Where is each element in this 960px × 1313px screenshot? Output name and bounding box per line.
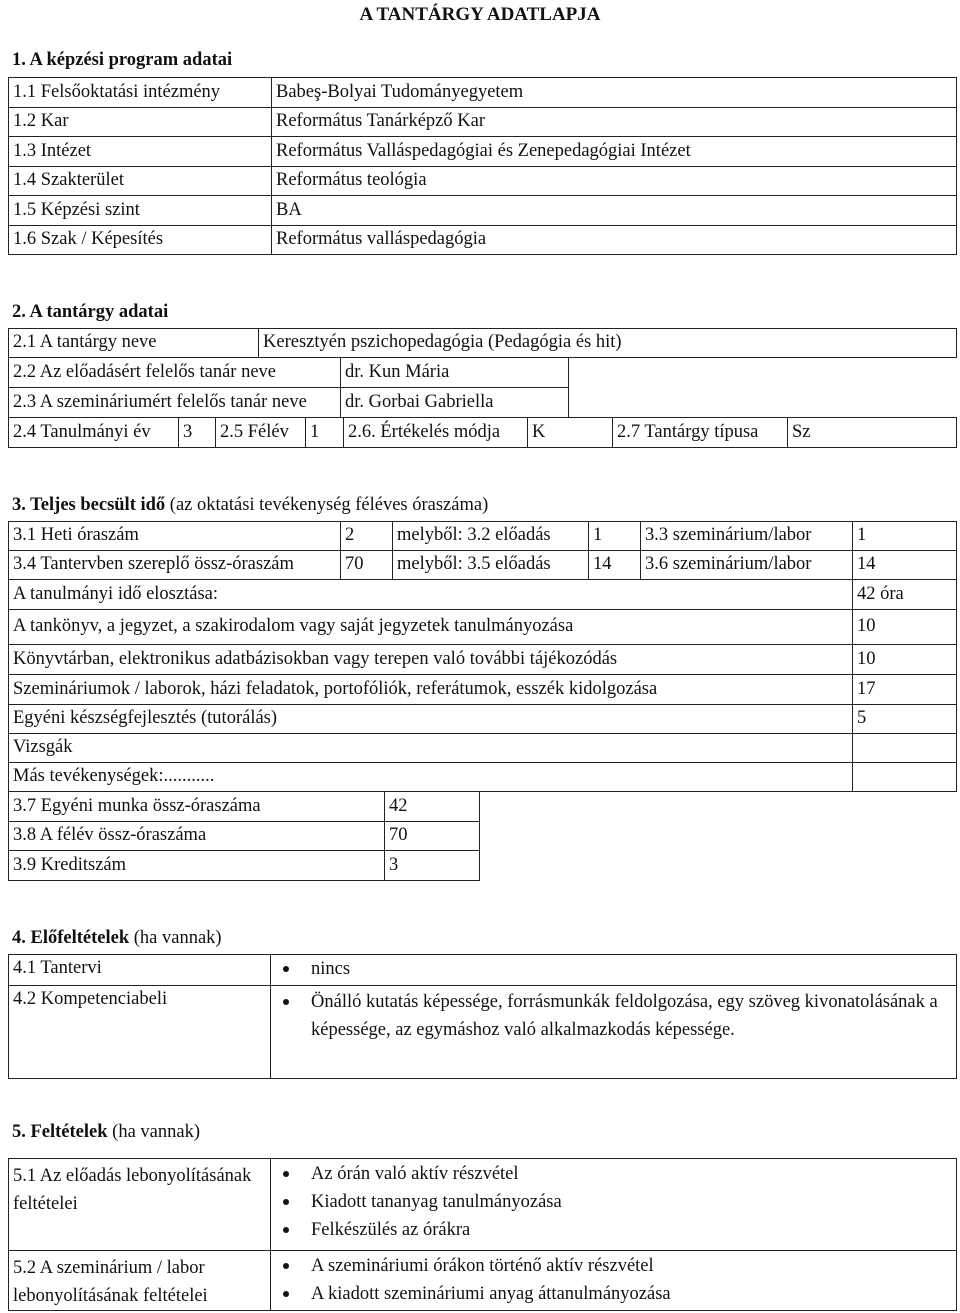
list-item: Felkészülés az órákra bbox=[311, 1216, 952, 1244]
seminar-teacher-value: dr. Gorbai Gabriella bbox=[341, 388, 569, 418]
program-value: Református Tanárképző Kar bbox=[272, 107, 957, 137]
distribution-value: 17 bbox=[853, 675, 957, 705]
table-row bbox=[9, 821, 480, 851]
section-4-heading: 4. Előfeltételek (ha vannak) bbox=[12, 928, 222, 948]
total-lecture-value: 14 bbox=[589, 551, 641, 580]
distribution-label: Más tevékenységek:........... bbox=[9, 763, 853, 792]
table-row bbox=[9, 137, 957, 167]
list-item: nincs bbox=[311, 955, 952, 983]
time-distribution-table bbox=[8, 579, 957, 792]
table-row bbox=[9, 705, 957, 734]
total-value: 3 bbox=[385, 851, 480, 881]
table-row bbox=[9, 645, 957, 675]
lecturer-table bbox=[8, 357, 569, 418]
subject-name-table bbox=[8, 328, 957, 358]
subject-details-table bbox=[8, 417, 957, 448]
list-item: Kiadott tananyag tanulmányozása bbox=[311, 1188, 952, 1216]
weekly-hours-label: 3.1 Heti óraszám bbox=[9, 522, 341, 551]
table-row bbox=[9, 763, 957, 792]
total-seminar-label: 3.6 szeminárium/labor bbox=[641, 551, 853, 580]
program-label: 1.3 Intézet bbox=[9, 137, 272, 167]
table-row bbox=[9, 580, 957, 610]
program-label: 1.6 Szak / Képesítés bbox=[9, 225, 272, 255]
table-row bbox=[9, 551, 957, 580]
program-value: Református Valláspedagógiai és Zenepedagógiai Intézet bbox=[272, 137, 957, 167]
total-lecture-label: melyből: 3.5 előadás bbox=[393, 551, 589, 580]
table-row bbox=[9, 1251, 957, 1311]
distribution-value: 10 bbox=[853, 610, 957, 645]
total-hours-label: 3.4 Tantervben szereplő össz-óraszám bbox=[9, 551, 341, 580]
weekly-lecture-value: 1 bbox=[589, 522, 641, 551]
hours-table bbox=[8, 521, 957, 580]
program-label: 1.5 Képzési szint bbox=[9, 196, 272, 226]
competence-prereq-label: 4.2 Kompetenciabeli bbox=[9, 986, 271, 1079]
total-value: 42 bbox=[385, 792, 480, 822]
section-3-heading: 3. Teljes becsült idő (az oktatási tevékenység féléves óraszáma) bbox=[12, 495, 489, 515]
subject-name-label: 2.1 A tantárgy neve bbox=[9, 329, 259, 358]
table-row bbox=[9, 388, 569, 418]
table-row bbox=[9, 522, 957, 551]
distribution-value bbox=[853, 734, 957, 763]
lecturer-label: 2.2 Az előadásért felelős tanár neve bbox=[9, 358, 341, 388]
distribution-label: Vizsgák bbox=[9, 734, 853, 763]
distribution-value bbox=[853, 763, 957, 792]
list-item: Önálló kutatás képessége, forrásmunkák feldolgozása, egy szöveg kivonatolásának a képessége, az egymáshoz való alkalmazkodás képessége. bbox=[311, 988, 952, 1044]
evaluation-value: K bbox=[528, 418, 613, 448]
list-item: Az órán való aktív részvétel bbox=[311, 1160, 952, 1188]
table-row bbox=[9, 418, 957, 448]
semester-value: 1 bbox=[306, 418, 344, 448]
distribution-label: A tanulmányi idő elosztása: bbox=[9, 580, 853, 610]
year-label: 2.4 Tanulmányi év bbox=[9, 418, 179, 448]
lecture-conditions-value bbox=[271, 1159, 957, 1251]
total-label: 3.8 A félév össz-óraszáma bbox=[9, 821, 385, 851]
curricular-prereq-value bbox=[271, 955, 957, 986]
table-row bbox=[9, 675, 957, 705]
subject-type-label: 2.7 Tantárgy típusa bbox=[613, 418, 788, 448]
totals-table bbox=[8, 791, 480, 881]
list-item: A szemináriumi órákon történő aktív részvétel bbox=[311, 1252, 952, 1280]
total-label: 3.9 Kreditszám bbox=[9, 851, 385, 881]
table-row bbox=[9, 986, 957, 1079]
program-value: Babeş-Bolyai Tudományegyetem bbox=[272, 78, 957, 108]
weekly-seminar-label: 3.3 szeminárium/labor bbox=[641, 522, 853, 551]
table-row bbox=[9, 329, 957, 358]
table-row bbox=[9, 166, 957, 196]
subject-type-value: Sz bbox=[788, 418, 957, 448]
table-row bbox=[9, 1159, 957, 1251]
distribution-label: Szemináriumok / laborok, házi feladatok, portofóliók, referátumok, esszék kidolgozása bbox=[9, 675, 853, 705]
table-row bbox=[9, 734, 957, 763]
curricular-prereq-label: 4.1 Tantervi bbox=[9, 955, 271, 986]
distribution-label: Egyéni készségfejlesztés (tutorálás) bbox=[9, 705, 853, 734]
list-item: A kiadott szemináriumi anyag áttanulmányozása bbox=[311, 1280, 952, 1308]
table-row bbox=[9, 792, 480, 822]
total-label: 3.7 Egyéni munka össz-óraszáma bbox=[9, 792, 385, 822]
page-title: A TANTÁRGY ADATLAPJA bbox=[359, 4, 601, 25]
seminar-teacher-label: 2.3 A szemináriumért felelős tanár neve bbox=[9, 388, 341, 418]
table-row bbox=[9, 78, 957, 108]
total-value: 70 bbox=[385, 821, 480, 851]
distribution-value: 5 bbox=[853, 705, 957, 734]
weekly-lecture-label: melyből: 3.2 előadás bbox=[393, 522, 589, 551]
weekly-seminar-value: 1 bbox=[853, 522, 957, 551]
total-hours-value: 70 bbox=[341, 551, 393, 580]
program-value: Református teológia bbox=[272, 166, 957, 196]
table-row bbox=[9, 225, 957, 255]
conditions-table bbox=[8, 1158, 957, 1311]
evaluation-label: 2.6. Értékelés módja bbox=[344, 418, 528, 448]
table-row bbox=[9, 196, 957, 226]
distribution-value: 42 óra bbox=[853, 580, 957, 610]
program-label: 1.2 Kar bbox=[9, 107, 272, 137]
section-5-heading: 5. Feltételek (ha vannak) bbox=[12, 1122, 201, 1142]
program-label: 1.4 Szakterület bbox=[9, 166, 272, 196]
lecturer-value: dr. Kun Mária bbox=[341, 358, 569, 388]
program-value: BA bbox=[272, 196, 957, 226]
year-value: 3 bbox=[179, 418, 216, 448]
subject-name-value: Keresztyén pszichopedagógia (Pedagógia és hit) bbox=[259, 329, 957, 358]
table-row bbox=[9, 955, 957, 986]
distribution-value: 10 bbox=[853, 645, 957, 675]
table-row bbox=[9, 851, 480, 881]
table-row bbox=[9, 107, 957, 137]
table-row bbox=[9, 358, 569, 388]
section-2-heading: 2. A tantárgy adatai bbox=[12, 302, 169, 322]
prerequisites-table bbox=[8, 954, 957, 1079]
program-value: Református valláspedagógia bbox=[272, 225, 957, 255]
weekly-hours-value: 2 bbox=[341, 522, 393, 551]
total-seminar-value: 14 bbox=[853, 551, 957, 580]
semester-label: 2.5 Félév bbox=[216, 418, 306, 448]
distribution-label: Könyvtárban, elektronikus adatbázisokban vagy terepen való további tájékozódás bbox=[9, 645, 853, 675]
program-data-table bbox=[8, 77, 957, 255]
program-label: 1.1 Felsőoktatási intézmény bbox=[9, 78, 272, 108]
seminar-conditions-value bbox=[271, 1251, 957, 1311]
competence-prereq-value bbox=[271, 986, 957, 1079]
lecture-conditions-label: 5.1 Az előadás lebonyolításának feltételei bbox=[9, 1159, 271, 1251]
table-row bbox=[9, 610, 957, 645]
seminar-conditions-label: 5.2 A szeminárium / labor lebonyolításának feltételei bbox=[9, 1251, 271, 1311]
section-1-heading: 1. A képzési program adatai bbox=[12, 50, 233, 70]
distribution-label: A tankönyv, a jegyzet, a szakirodalom vagy saját jegyzetek tanulmányozása bbox=[9, 610, 853, 645]
